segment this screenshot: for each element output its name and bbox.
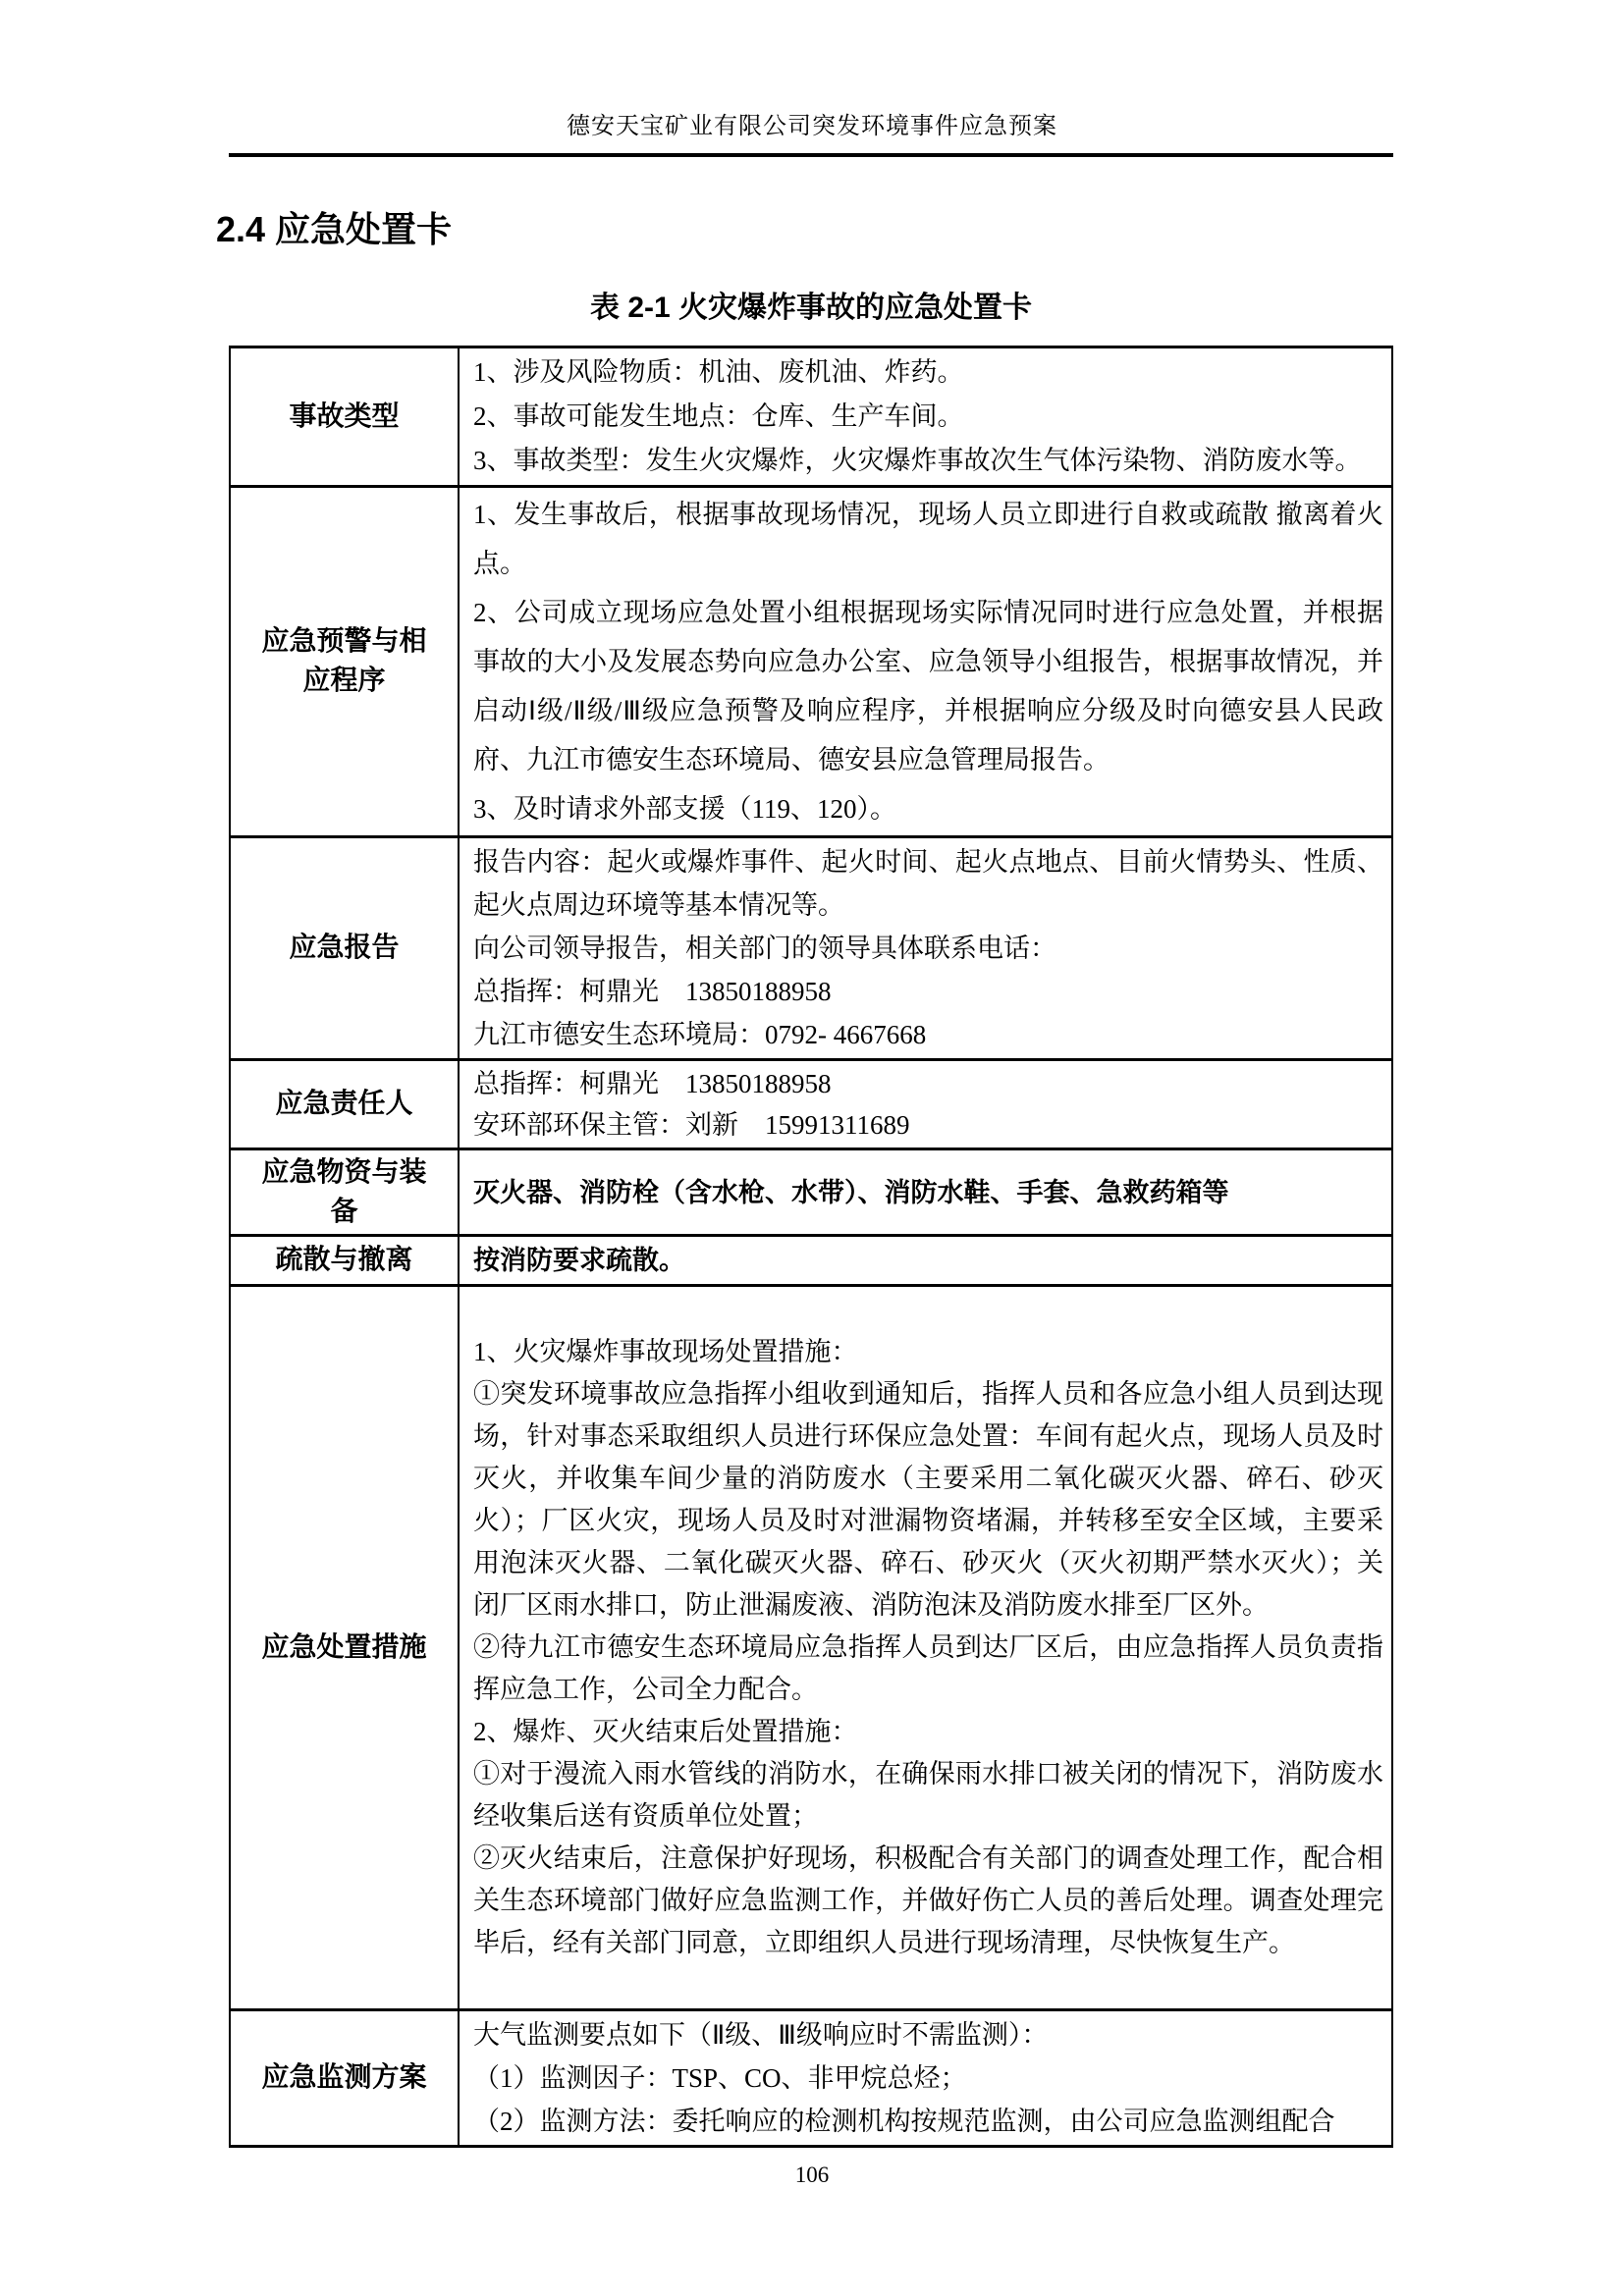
row-label: 应急责任人 — [230, 1060, 459, 1149]
section-heading: 2.4 应急处置卡 — [216, 209, 453, 249]
table-row — [230, 347, 1392, 487]
row-label: 事故类型 — [230, 347, 459, 487]
table-row — [230, 1060, 1392, 1149]
row-label: 应急预警与相 应程序 — [230, 487, 459, 837]
table-row — [230, 487, 1392, 837]
emergency-response-card-table — [229, 346, 1393, 2148]
row-label: 应急报告 — [230, 837, 459, 1060]
row-content: 1、涉及风险物质：机油、废机油、炸药。 2、事故可能发生地点：仓库、生产车间。 3、事故类型：发生火灾爆炸，火灾爆炸事故次生气体污染物、消防废水等。 — [459, 347, 1392, 487]
page-header-title: 德安天宝矿业有限公司突发环境事件应急预案 — [567, 114, 1057, 139]
row-content: 灭火器、消防栓（含水枪、水带）、消防水鞋、手套、急救药箱等 — [459, 1149, 1392, 1236]
row-content: 按消防要求疏散。 — [459, 1236, 1392, 1286]
table-row — [230, 1149, 1392, 1236]
row-content: 大气监测要点如下（Ⅱ级、Ⅲ级响应时不需监测）： （1）监测因子：TSP、CO、非甲烷总烃； （2）监测方法：委托响应的检测机构按规范监测，由公司应急监测组配合 — [459, 2010, 1392, 2147]
page-number: 106 — [794, 2163, 830, 2187]
row-label: 应急物资与装 备 — [230, 1149, 459, 1236]
header-rule — [229, 153, 1393, 157]
table-row — [230, 1236, 1392, 1286]
row-content: 1、发生事故后，根据事故现场情况，现场人员立即进行自救或疏散 撤离着火点。 2、公司成立现场应急处置小组根据现场实际情况同时进行应急处置，并根据事故的大小及发展态势向应急办公室、应急领导小组报告，根据事故情况，并启动Ⅰ级/Ⅱ级/Ⅲ级应急预警及响应程序，并根据响应分级及时向德安县人民政府、九江市德安生态环境局、德安县应急管理局报告。 3、及时请求外部支援（119、120）。 — [459, 487, 1392, 837]
row-label: 应急处置措施 — [230, 1286, 459, 2010]
row-content: 1、火灾爆炸事故现场处置措施： ①突发环境事故应急指挥小组收到通知后，指挥人员和各应急小组人员到达现场，针对事态采取组织人员进行环保应急处置：车间有起火点，现场人员及时灭火，并收集车间少量的消防废水（主要采用二氧化碳灭火器、碎石、砂灭火）；厂区火灾，现场人员及时对泄漏物资堵漏，并转移至安全区域，主要采用泡沫灭火器、二氧化碳灭火器、碎石、砂灭火（灭火初期严禁水灭火）；关闭厂区雨水排口，防止泄漏废液、消防泡沫及消防废水排至厂区外。 ②待九江市德安生态环境局应急指挥人员到达厂区后，由应急指挥人员负责指挥应急工作，公司全力配合。 2、爆炸、灭火结束后处置措施： ①对于漫流入雨水管线的消防水，在确保雨水排口被关闭的情况下，消防废水经收集后送有资质单位处置； ②灭火结束后，注意保护好现场，积极配合有关部门的调查处理工作，配合相关生态环境部门做好应急监测工作，并做好伤亡人员的善后处理。调查处理完毕后，经有关部门同意，立即组织人员进行现场清理，尽快恢复生产。 — [459, 1286, 1392, 2010]
table-title: 表 2-1 火灾爆炸事故的应急处置卡 — [589, 292, 1033, 324]
table-row — [230, 2010, 1392, 2147]
row-content: 总指挥：柯鼎光 13850188958 安环部环保主管：刘新 15991311689 — [459, 1060, 1392, 1149]
table-row — [230, 1286, 1392, 2010]
row-label: 应急监测方案 — [230, 2010, 459, 2147]
table-row — [230, 837, 1392, 1060]
row-content: 报告内容：起火或爆炸事件、起火时间、起火点地点、目前火情势头、性质、起火点周边环境等基本情况等。 向公司领导报告，相关部门的领导具体联系电话： 总指挥：柯鼎光 13850188958 九江市德安生态环境局：0792- 4667668 — [459, 837, 1392, 1060]
row-label: 疏散与撤离 — [230, 1236, 459, 1286]
